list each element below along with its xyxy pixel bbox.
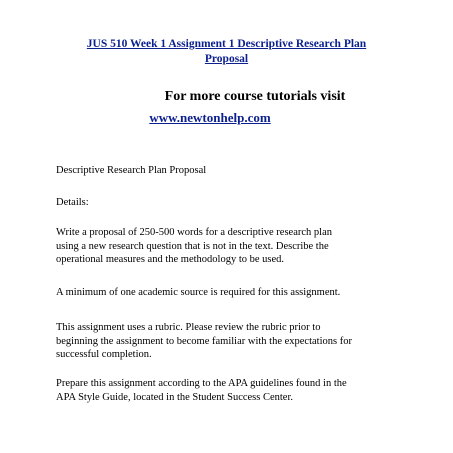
promo-url-link[interactable]: www.newtonhelp.com (149, 110, 271, 125)
paragraph-line: APA Style Guide, located in the Student Success Center. (56, 391, 294, 403)
paragraph-line: beginning the assignment to become familiar with the expectations for (56, 335, 352, 347)
paragraph-rubric (56, 321, 406, 362)
paragraph-line: operational measures and the methodology to be used. (56, 254, 285, 265)
paragraph-requirements (56, 226, 406, 267)
section-heading: Descriptive Research Plan Proposal (56, 165, 207, 176)
paragraph-source: A minimum of one academic source is required for this assignment. (56, 287, 341, 298)
title-line-2: Proposal (204, 53, 249, 65)
paragraph-line: This assignment uses a rubric. Please review the rubric prior to (56, 322, 321, 333)
title-line-1: JUS 510 Week 1 Assignment 1 Descriptive Research Plan (86, 38, 367, 50)
paragraph-line: successful completion. (56, 349, 152, 360)
paragraph-line: Write a proposal of 250-500 words for a descriptive research plan (56, 227, 332, 238)
paragraph-line: Prepare this assignment according to the APA guidelines found in the (56, 378, 347, 389)
promo-text: For more course tutorials visit (164, 89, 346, 104)
details-label: Details: (56, 197, 89, 208)
paragraph-apa (56, 377, 406, 404)
paragraph-line: using a new research question that is not in the text. Describe the (56, 240, 329, 252)
document-title-link[interactable] (40, 37, 413, 67)
